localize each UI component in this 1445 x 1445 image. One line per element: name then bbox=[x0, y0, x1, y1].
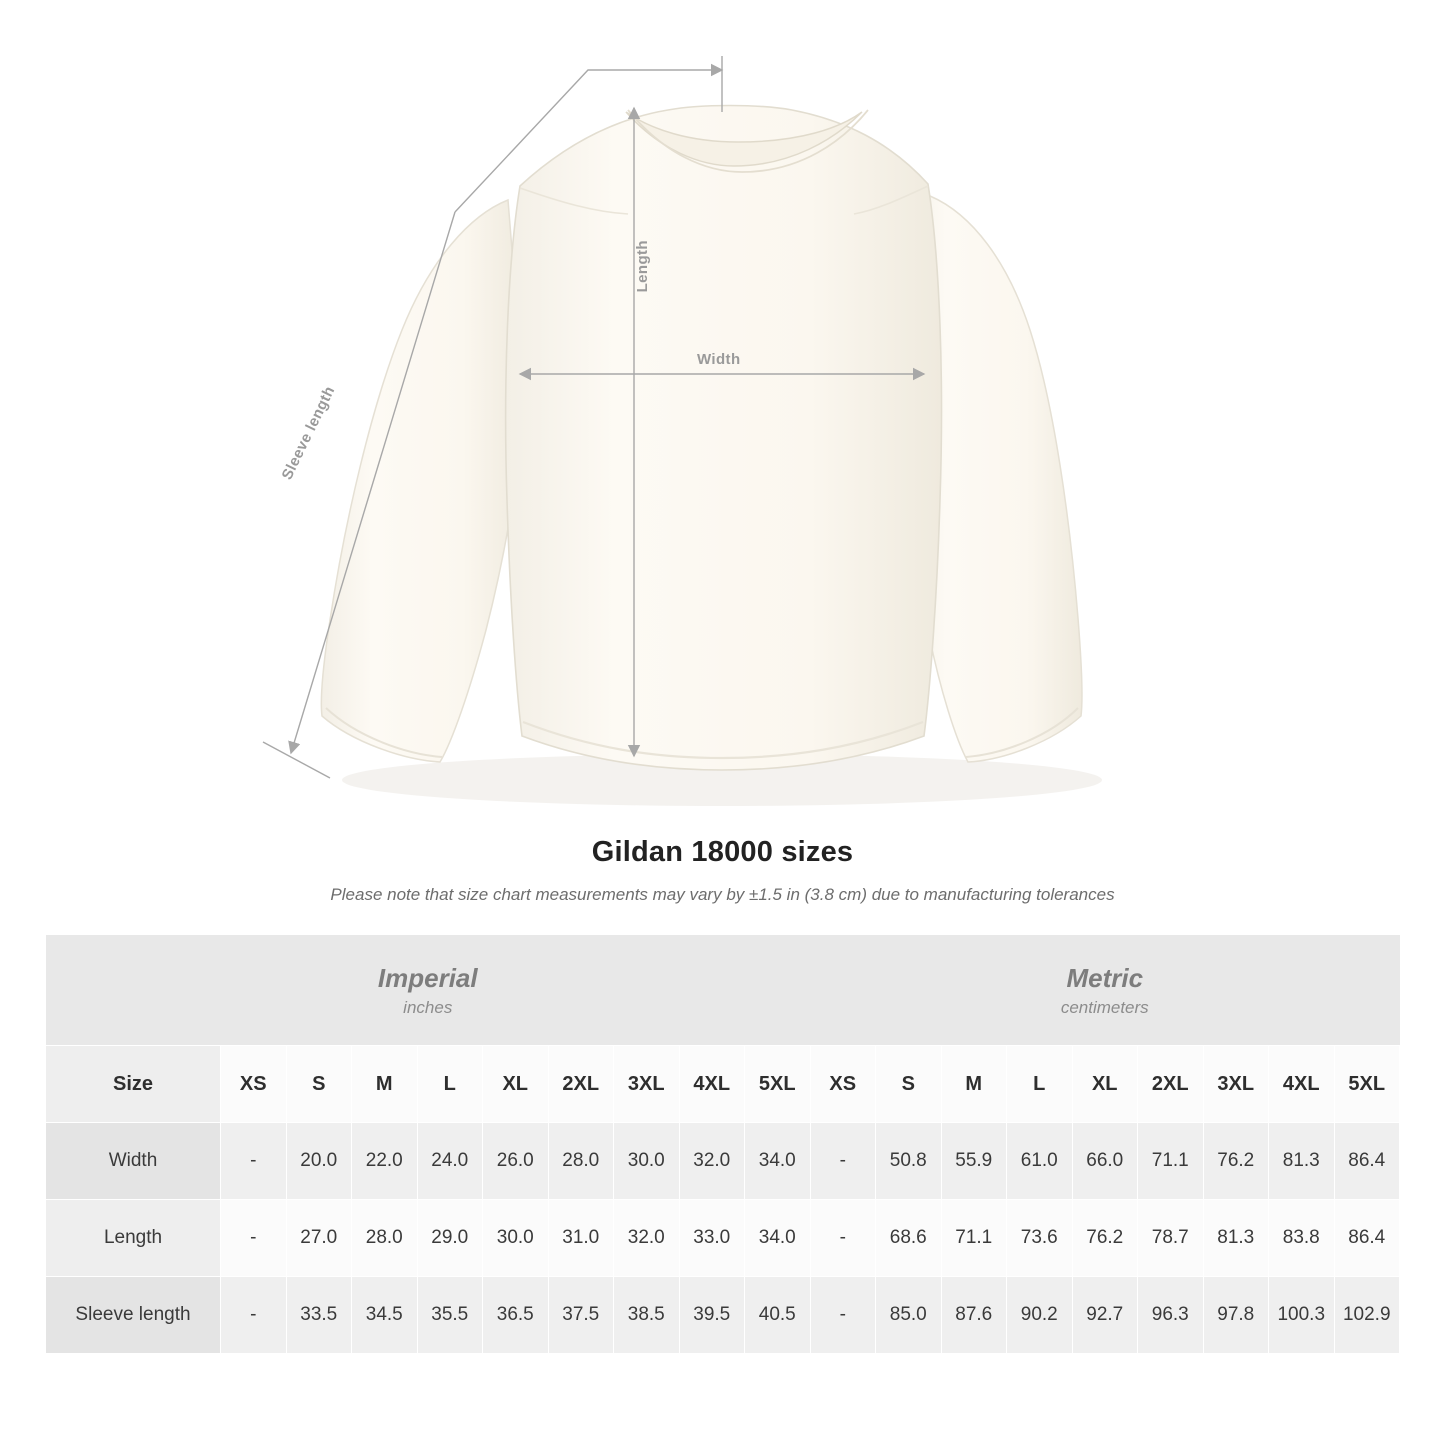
header-metric-s: S bbox=[876, 1046, 942, 1123]
header-metric-l: L bbox=[1007, 1046, 1073, 1123]
cell-width-metric-5xl: 86.4 bbox=[1334, 1123, 1400, 1200]
cell-width-metric-2xl: 71.1 bbox=[1138, 1123, 1204, 1200]
header-imperial-l: L bbox=[417, 1046, 483, 1123]
cell-width-imperial-s: 20.0 bbox=[286, 1123, 352, 1200]
metric-system-label: Metric bbox=[1066, 963, 1144, 994]
cell-length-metric-5xl: 86.4 bbox=[1334, 1200, 1400, 1277]
header-imperial-s: S bbox=[286, 1046, 352, 1123]
size-table bbox=[45, 935, 1400, 1354]
page-title: Gildan 18000 sizes bbox=[591, 836, 854, 868]
header-metric-xl: XL bbox=[1072, 1046, 1138, 1123]
cell-length-metric-xl: 76.2 bbox=[1072, 1200, 1138, 1277]
table-row bbox=[46, 1123, 1400, 1200]
row-label-width: Width bbox=[46, 1123, 221, 1200]
tolerance-note: Please note that size chart measurements may vary by ±1.5 in (3.8 cm) due to manufacturing tolerances bbox=[330, 885, 1115, 904]
header-imperial-xl: XL bbox=[483, 1046, 549, 1123]
cell-length-metric-l: 73.6 bbox=[1007, 1200, 1073, 1277]
length-label: Length bbox=[634, 240, 651, 293]
cell-length-imperial-xl: 30.0 bbox=[483, 1200, 549, 1277]
sleeve-length-label: Sleeve length bbox=[278, 383, 339, 483]
imperial-system-label: Imperial bbox=[377, 963, 478, 994]
cell-width-imperial-m: 22.0 bbox=[352, 1123, 418, 1200]
cell-width-imperial-3xl: 30.0 bbox=[614, 1123, 680, 1200]
cell-width-imperial-4xl: 32.0 bbox=[679, 1123, 745, 1200]
unit-band-row bbox=[46, 935, 1400, 1046]
cell-width-metric-s: 50.8 bbox=[876, 1123, 942, 1200]
cell-sleeve-imperial-3xl: 38.5 bbox=[614, 1277, 680, 1354]
cell-width-metric-3xl: 76.2 bbox=[1203, 1123, 1269, 1200]
cell-sleeve-metric-l: 90.2 bbox=[1007, 1277, 1073, 1354]
cell-sleeve-imperial-xs: - bbox=[221, 1277, 287, 1354]
cell-sleeve-imperial-s: 33.5 bbox=[286, 1277, 352, 1354]
cell-length-metric-4xl: 83.8 bbox=[1269, 1200, 1335, 1277]
header-imperial-5xl: 5XL bbox=[745, 1046, 811, 1123]
header-metric-m: M bbox=[941, 1046, 1007, 1123]
header-imperial-m: M bbox=[352, 1046, 418, 1123]
cell-sleeve-imperial-m: 34.5 bbox=[352, 1277, 418, 1354]
metric-unit-label: centimeters bbox=[1060, 997, 1149, 1017]
cell-width-imperial-2xl: 28.0 bbox=[548, 1123, 614, 1200]
cell-length-imperial-m: 28.0 bbox=[352, 1200, 418, 1277]
header-metric-3xl: 3XL bbox=[1203, 1046, 1269, 1123]
metric-band bbox=[810, 935, 1400, 1046]
cell-length-imperial-s: 27.0 bbox=[286, 1200, 352, 1277]
cell-length-metric-2xl: 78.7 bbox=[1138, 1200, 1204, 1277]
cell-length-metric-m: 71.1 bbox=[941, 1200, 1007, 1277]
header-imperial-2xl: 2XL bbox=[548, 1046, 614, 1123]
cell-length-metric-xs: - bbox=[810, 1200, 876, 1277]
header-imperial-xs: XS bbox=[221, 1046, 287, 1123]
cell-sleeve-imperial-2xl: 37.5 bbox=[548, 1277, 614, 1354]
header-metric-2xl: 2XL bbox=[1138, 1046, 1204, 1123]
row-label-length: Length bbox=[46, 1200, 221, 1277]
cell-length-imperial-l: 29.0 bbox=[417, 1200, 483, 1277]
cell-sleeve-metric-xl: 92.7 bbox=[1072, 1277, 1138, 1354]
header-metric-5xl: 5XL bbox=[1334, 1046, 1400, 1123]
cell-sleeve-imperial-xl: 36.5 bbox=[483, 1277, 549, 1354]
cell-sleeve-metric-s: 85.0 bbox=[876, 1277, 942, 1354]
cell-length-imperial-5xl: 34.0 bbox=[745, 1200, 811, 1277]
cell-sleeve-metric-4xl: 100.3 bbox=[1269, 1277, 1335, 1354]
cell-length-metric-3xl: 81.3 bbox=[1203, 1200, 1269, 1277]
cell-width-imperial-l: 24.0 bbox=[417, 1123, 483, 1200]
title-block bbox=[0, 836, 1445, 905]
cell-width-metric-xl: 66.0 bbox=[1072, 1123, 1138, 1200]
cell-width-metric-m: 55.9 bbox=[941, 1123, 1007, 1200]
cell-width-metric-4xl: 81.3 bbox=[1269, 1123, 1335, 1200]
imperial-band bbox=[46, 935, 811, 1046]
table-header-row bbox=[46, 1046, 1400, 1123]
cell-sleeve-imperial-5xl: 40.5 bbox=[745, 1277, 811, 1354]
header-metric-4xl: 4XL bbox=[1269, 1046, 1335, 1123]
cell-sleeve-imperial-l: 35.5 bbox=[417, 1277, 483, 1354]
cell-sleeve-metric-2xl: 96.3 bbox=[1138, 1277, 1204, 1354]
header-metric-xs: XS bbox=[810, 1046, 876, 1123]
cell-length-imperial-3xl: 32.0 bbox=[614, 1200, 680, 1277]
cell-width-metric-l: 61.0 bbox=[1007, 1123, 1073, 1200]
cell-length-imperial-2xl: 31.0 bbox=[548, 1200, 614, 1277]
header-imperial-4xl: 4XL bbox=[679, 1046, 745, 1123]
cell-width-imperial-xs: - bbox=[221, 1123, 287, 1200]
cell-sleeve-metric-3xl: 97.8 bbox=[1203, 1277, 1269, 1354]
cell-width-imperial-xl: 26.0 bbox=[483, 1123, 549, 1200]
cell-sleeve-metric-5xl: 102.9 bbox=[1334, 1277, 1400, 1354]
imperial-unit-label: inches bbox=[403, 997, 453, 1017]
cell-sleeve-metric-xs: - bbox=[810, 1277, 876, 1354]
cell-length-imperial-4xl: 33.0 bbox=[679, 1200, 745, 1277]
cell-sleeve-imperial-4xl: 39.5 bbox=[679, 1277, 745, 1354]
row-label-sleeve-length: Sleeve length bbox=[46, 1277, 221, 1354]
size-table-wrap bbox=[0, 935, 1445, 1354]
header-imperial-3xl: 3XL bbox=[614, 1046, 680, 1123]
cell-length-metric-s: 68.6 bbox=[876, 1200, 942, 1277]
cell-length-imperial-xs: - bbox=[221, 1200, 287, 1277]
cell-sleeve-metric-m: 87.6 bbox=[941, 1277, 1007, 1354]
cell-width-metric-xs: - bbox=[810, 1123, 876, 1200]
table-row bbox=[46, 1200, 1400, 1277]
cell-width-imperial-5xl: 34.0 bbox=[745, 1123, 811, 1200]
width-label: Width bbox=[697, 351, 741, 368]
table-row bbox=[46, 1277, 1400, 1354]
header-size: Size bbox=[46, 1046, 221, 1123]
